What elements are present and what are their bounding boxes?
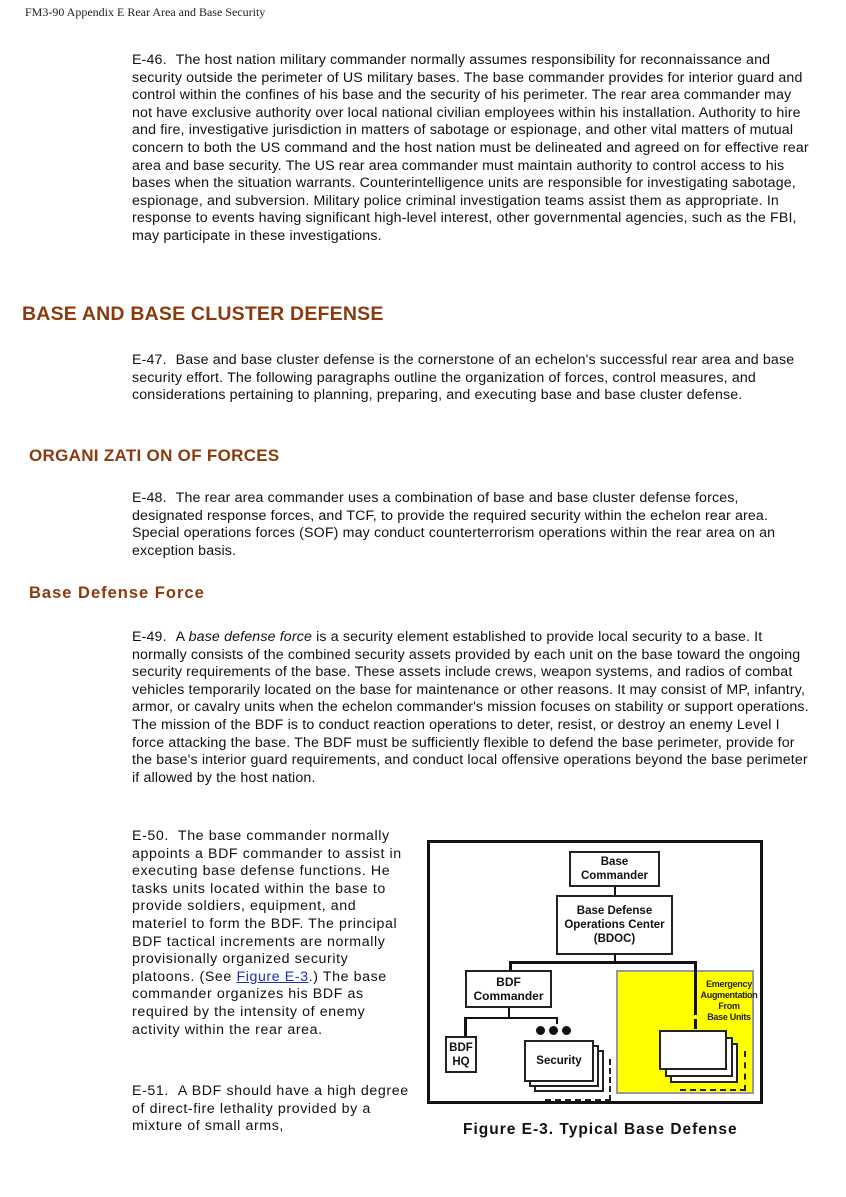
paragraph-text: The rear area commander uses a combination of base and base cluster defense forces, designated response forces, and TCF, to provide the required security within the echelon rear area. Special operations forces (SOF) may conduct counterterrorism operations within the rear area on an exception basis. <box>132 490 776 559</box>
paragraph-number: E-48. <box>132 490 167 506</box>
box-line: (BDOC) <box>593 933 636 945</box>
figure-caption: Figure E-3. Typical Base Defense <box>463 1121 738 1138</box>
label-line: Base Units <box>707 1012 751 1022</box>
connector-line <box>694 961 697 1015</box>
paragraph-number: E-46. <box>132 52 167 68</box>
bdf-hq-box <box>445 1036 477 1073</box>
paragraph-number: E-51. <box>132 1083 169 1099</box>
box-line: Commander <box>473 989 544 1003</box>
label-line: Emergency <box>706 979 752 989</box>
ellipsis-dot-icon <box>562 1026 571 1035</box>
box-line: Base <box>600 856 629 868</box>
connector-line <box>464 1017 467 1037</box>
heading-organization-of-forces: ORGANI ZATI ON OF FORCES <box>29 446 280 465</box>
figure-e3-diagram <box>427 840 763 1104</box>
paragraph-text: A BDF should have a high degree of direct-fire lethality provided by a mixture of small arms, <box>132 1083 409 1135</box>
box-line: Security <box>536 1055 582 1067</box>
connector-line <box>556 1017 558 1024</box>
paragraph-lead: A <box>175 629 185 645</box>
paragraph-text: The host nation military commander normally assumes responsibility for reconnaissance and security outside the perimeter of US military bases. The base commander provides for interior guard and control within the confines of his base and the security of his perimeter. The rear area commander may not have exclusive authority over local national civilian employees within his installation. Authority to hire and fire, investigative jurisdiction in matters of sabotage or espionage, and other vital matters of mutual concern to both the US command and the host nation must be delineated and agreed on for effective rear area and base security. The US rear area commander must maintain authority to control access to his bases when the situation warrants. Counterintelligence units are responsible for investigating sabotage, espionage, and subversion. Military police criminal investigation teams assist them as appropriate. In response to events having significant high-level interest, other governmental agencies, such as the FBI, may participate in these investigations. <box>132 52 809 244</box>
paragraph-e48 <box>132 490 812 560</box>
bdoc-box <box>556 895 673 955</box>
paragraph-e51 <box>132 1083 412 1136</box>
heading-base-defense-force: Base Defense Force <box>29 584 205 602</box>
paragraph-text: Base and base cluster defense is the cornerstone of an echelon's successful rear area and base security effort. The following paragraphs outline the organization of forces, control measures, and considerations pertaining to planning, preparing, and executing base and base cluster defense. <box>132 352 795 404</box>
base-commander-box <box>569 851 660 887</box>
label-line: From <box>718 1001 740 1011</box>
connector-line <box>509 961 696 964</box>
augmentation-box <box>659 1030 727 1070</box>
box-line: BDF <box>496 975 521 989</box>
ellipsis-dot-icon <box>549 1026 558 1035</box>
defined-term: base defense force <box>188 629 312 645</box>
box-line: BDF <box>449 1041 473 1054</box>
box-line: Operations Center <box>564 919 665 931</box>
label-line: Augmentation <box>700 990 758 1000</box>
paragraph-number: E-47. <box>132 352 167 368</box>
connector-line <box>694 1019 697 1029</box>
paragraph-text-after: .) The base commander organizes his BDF as required by the intensity of enemy activity within the rear area. <box>132 968 387 1038</box>
security-box <box>524 1040 594 1082</box>
running-head: FM3-90 Appendix E Rear Area and Base Security <box>25 5 266 19</box>
heading-base-cluster-defense: BASE AND BASE CLUSTER DEFENSE <box>22 303 384 325</box>
emergency-augmentation-label <box>698 979 760 1023</box>
connector-line <box>464 1017 558 1019</box>
box-line: Base Defense <box>576 905 653 917</box>
paragraph-number: E-49. <box>132 629 167 645</box>
paragraph-number: E-50. <box>132 828 169 844</box>
box-line: HQ <box>452 1055 470 1068</box>
paragraph-text: The base commander normally appoints a BDF commander to assist in executing base defense functions. He tasks units located within the base to provide soldiers, equipment, and materiel to form the BDF. The principal BDF tactical increments are normally provisionally organized security platoons. (See <box>132 828 402 985</box>
ellipsis-dot-icon <box>536 1026 545 1035</box>
paragraph-e49 <box>132 629 812 787</box>
paragraph-e47 <box>132 352 812 405</box>
paragraph-text: is a security element established to provide local security to a base. It normally consists of the combined security assets provided by each unit on the base toward the ongoing security requirements of the base. These assets include crews, weapon systems, and radios of combat vehicles temporarily located on the base for maintenance or other reasons. It may consist of MP, infantry, armor, or cavalry units when the echelon commander's mission focuses on stability or support operations. The mission of the BDF is to conduct reaction operations to deter, resist, or destroy an enemy Level I force attacking the base. The BDF must be sufficiently flexible to defend the base perimeter, provide for the base's interior guard requirements, and conduct local offensive operations beyond the base perimeter if allowed by the host nation. <box>132 629 809 786</box>
paragraph-e50 <box>132 828 412 1039</box>
bdf-commander-box <box>465 970 552 1008</box>
paragraph-e46 <box>132 52 812 246</box>
figure-e3-link[interactable]: Figure E-3 <box>236 968 309 985</box>
box-line: Commander <box>580 870 649 882</box>
